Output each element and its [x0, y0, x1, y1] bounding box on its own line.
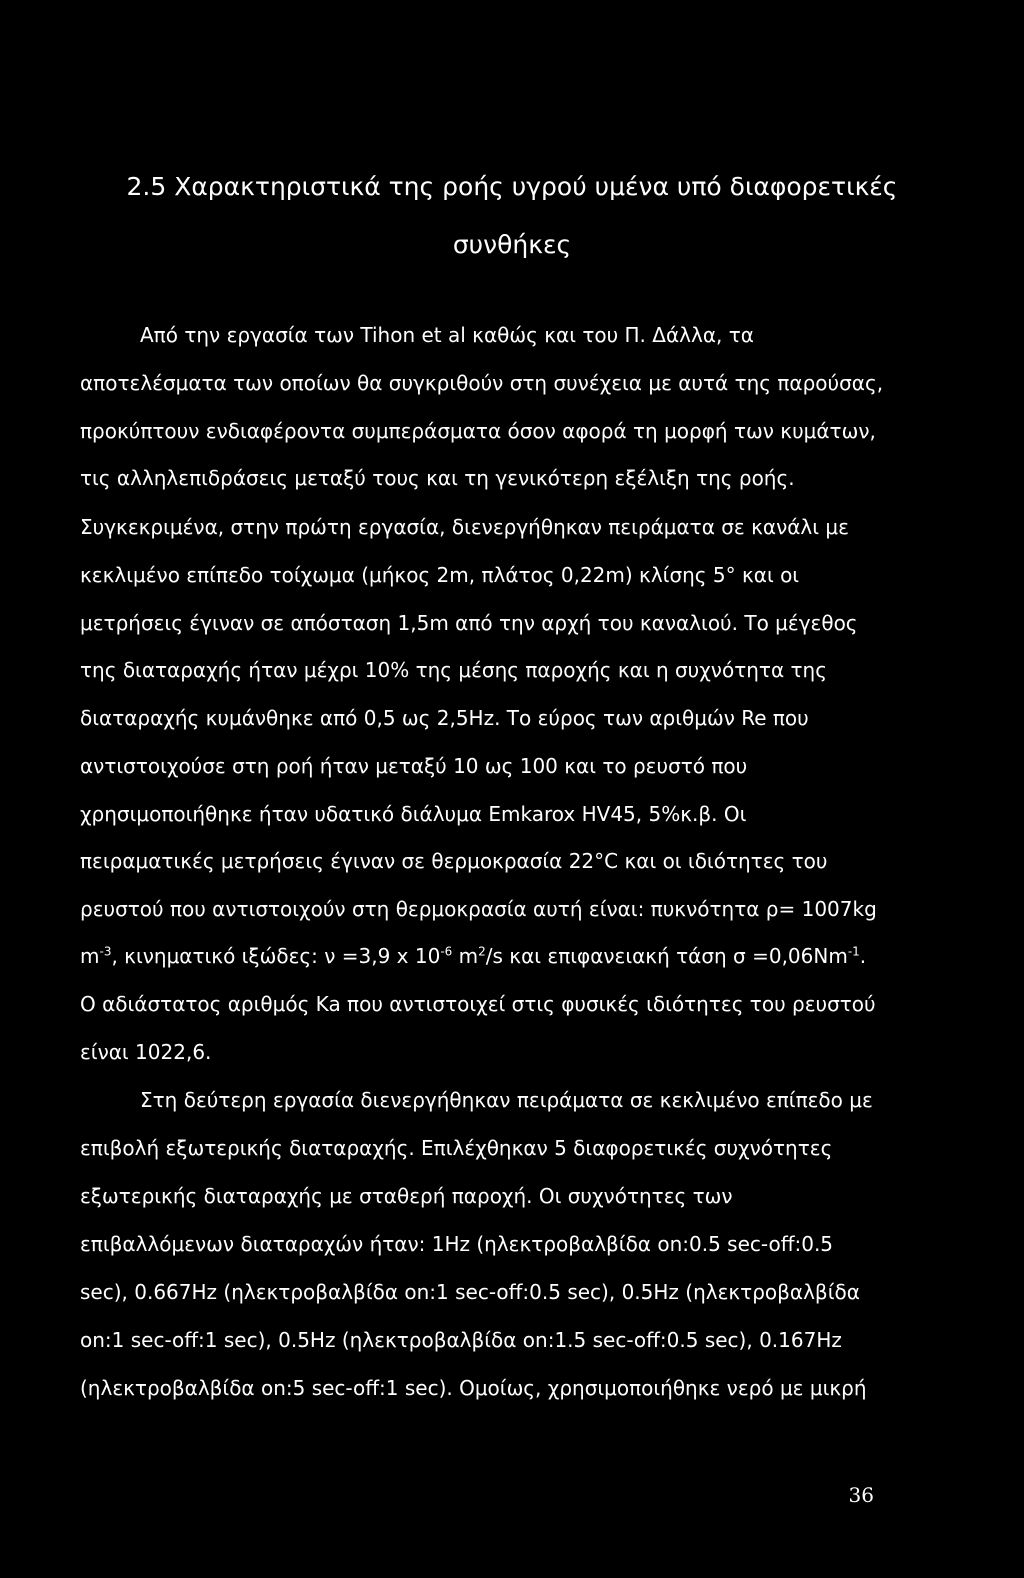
text-line: Από την εργασία των Tihon et al καθώς και του Π. Δάλλα, τα [140, 323, 754, 347]
text-line: τις αλληλεπιδράσεις μεταξύ τους και τη γενικότερη εξέλιξη της ροής. [80, 466, 795, 490]
superscript: 2 [478, 944, 486, 959]
text-line: on:1 sec-off:1 sec), 0.5Hz (ηλεκτροβαλβίδα on:1.5 sec-off:0.5 sec), 0.167Hz [80, 1328, 842, 1352]
text-line-with-units [80, 946, 944, 966]
text-line: Συγκεκριμένα, στην πρώτη εργασία, διενεργήθηκαν πειράματα σε κανάλι με [80, 515, 849, 539]
text-line: επιβολή εξωτερικής διαταραχής. Επιλέχθηκαν 5 διαφορετικές συχνότητες [80, 1136, 833, 1160]
text-line: Ο αδιάστατος αριθμός Ka που αντιστοιχεί στις φυσικές ιδιότητες του ρευστού [80, 992, 876, 1016]
text-fragment: /s και επιφανειακή τάση σ =0,06Nm [485, 944, 848, 968]
section-heading-line-1: 2.5 Χαρακτηριστικά της ροής υγρού υμένα υπό διαφορετικές [126, 172, 898, 201]
text-line: αντιστοιχούσε στη ροή ήταν μεταξύ 10 ως 100 και το ρευστό που [80, 754, 748, 778]
text-line: Στη δεύτερη εργασία διενεργήθηκαν πειράματα σε κεκλιμένο επίπεδο με [140, 1088, 873, 1112]
text-line: προκύπτουν ενδιαφέροντα συμπεράσματα όσον αφορά τη μορφή των κυμάτων, [80, 419, 876, 443]
text-line: μετρήσεις έγιναν σε απόσταση 1,5m από την αρχή του καναλιού. Το μέγεθος [80, 611, 858, 635]
text-fragment: . [859, 944, 867, 968]
text-line: κεκλιμένο επίπεδο τοίχωμα (μήκος 2m, πλάτος 0,22m) κλίσης 5° και οι [80, 563, 800, 587]
text-line: της διαταραχής ήταν μέχρι 10% της μέσης παροχής και η συχνότητα της [80, 658, 827, 682]
text-fragment: , κινηματικό ιξώδες: ν =3,9 x 10 [111, 944, 441, 968]
text-line: εξωτερικής διαταραχής με σταθερή παροχή. Οι συχνότητες των [80, 1184, 733, 1208]
text-line: ρευστού που αντιστοιχούν στη θερμοκρασία αυτή είναι: πυκνότητα ρ= 1007kg [80, 897, 877, 921]
text-line: είναι 1022,6. [80, 1040, 212, 1064]
text-line: πειραματικές μετρήσεις έγιναν σε θερμοκρασία 22°C και οι ιδιότητες του [80, 849, 828, 873]
page-number: 36 [848, 1483, 874, 1507]
text-line: (ηλεκτροβαλβίδα on:5 sec-off:1 sec). Ομοίως, χρησιμοποιήθηκε νερό με μικρή [80, 1376, 867, 1400]
text-line: sec), 0.667Hz (ηλεκτροβαλβίδα on:1 sec-off:0.5 sec), 0.5Hz (ηλεκτροβαλβίδα [80, 1280, 860, 1304]
text-line: χρησιμοποιήθηκε ήταν υδατικό διάλυμα Emkarox HV45, 5%κ.β. Οι [80, 802, 747, 826]
text-line: αποτελέσματα των οποίων θα συγκριθούν στη συνέχεια με αυτά της παρούσας, [80, 371, 884, 395]
superscript: -1 [847, 944, 860, 959]
section-heading-line-2: συνθήκες [452, 230, 572, 259]
text-fragment: m [452, 944, 479, 968]
superscript: -3 [99, 944, 112, 959]
text-line: επιβαλλόμενων διαταραχών ήταν: 1Hz (ηλεκτροβαλβίδα on:0.5 sec-off:0.5 [80, 1232, 834, 1256]
text-line: διαταραχής κυμάνθηκε από 0,5 ως 2,5Hz. Το εύρος των αριθμών Re που [80, 706, 809, 730]
text-fragment: m [80, 944, 100, 968]
superscript: -6 [440, 944, 453, 959]
